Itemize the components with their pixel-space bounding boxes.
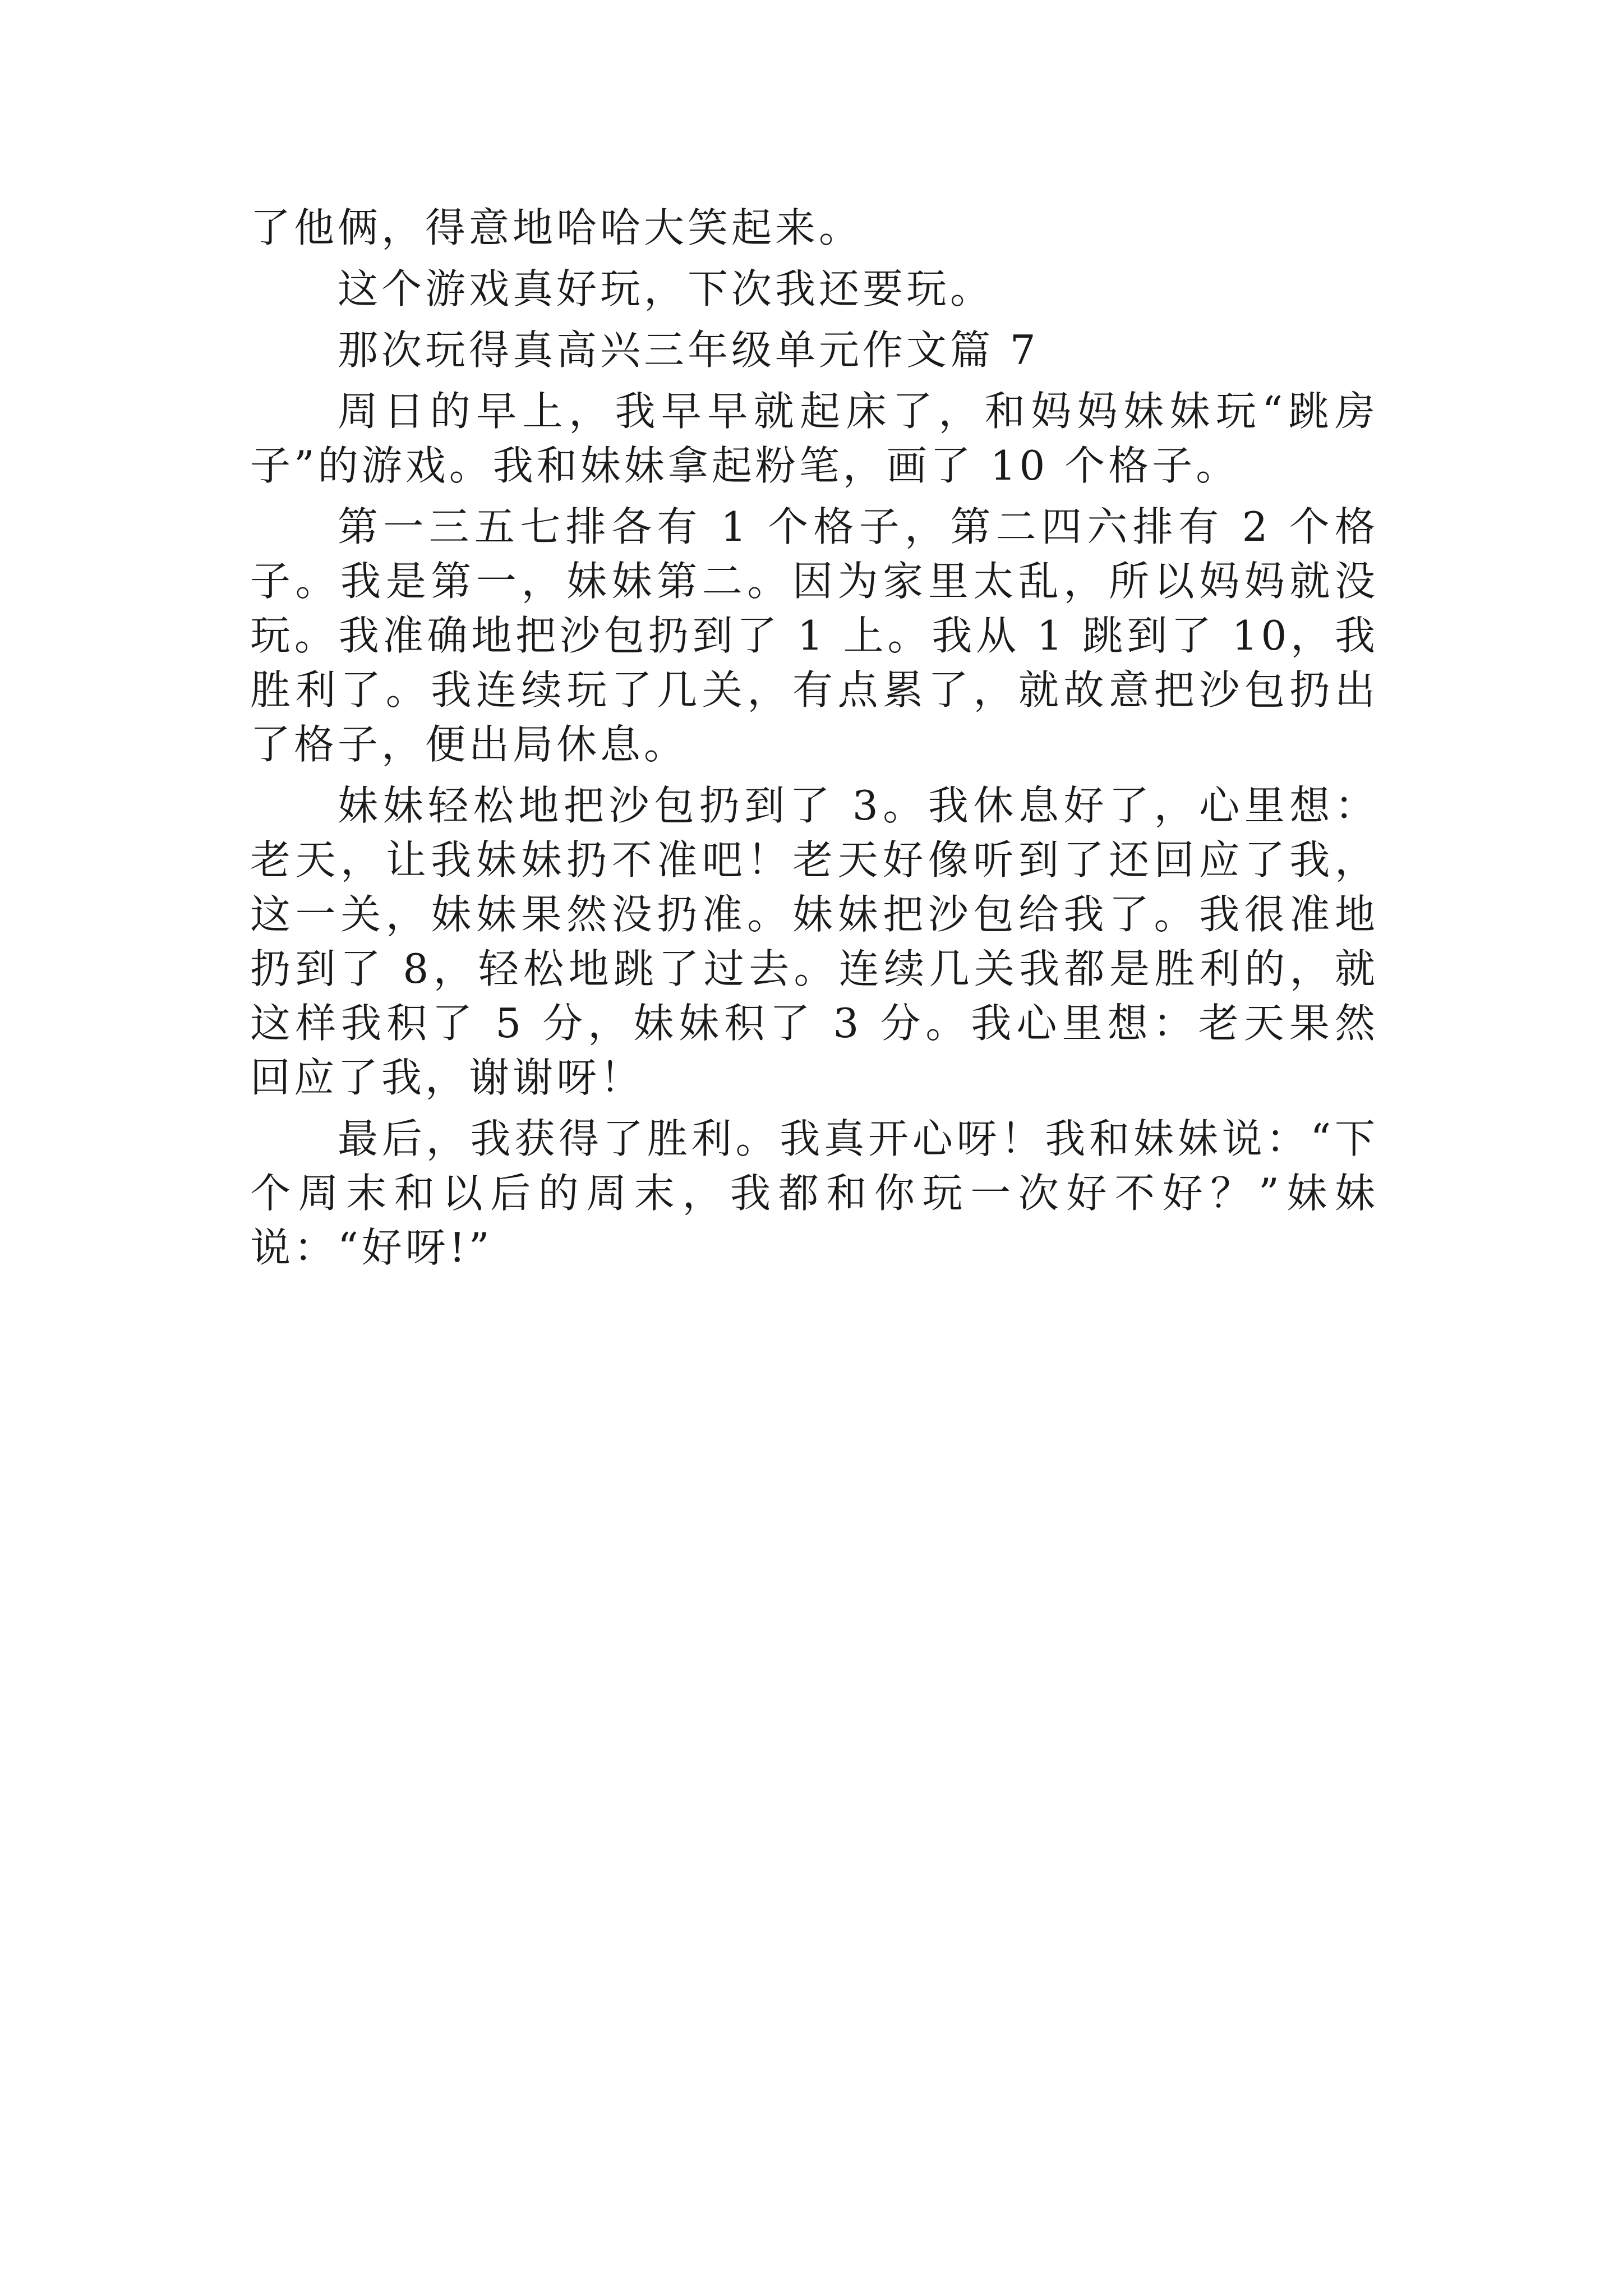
paragraph-closing-remark: 这个游戏真好玩，下次我还要玩。 — [338, 265, 994, 312]
paragraph: 周日的早上，我早早就起床了，和妈妈妹妹玩“跳房子”的游戏。我和妹妹拿起粉笔，画了 10 个格子。 — [250, 388, 1378, 489]
essay-body — [250, 201, 1378, 1282]
paragraph: 第一三五七排各有 1 个格子，第二四六排有 2 个格子。我是第一，妹妹第二。因为家里太乱，所以妈妈就没玩。我准确地把沙包扔到了 1 上。我从 1 跳到了 10，我胜利了。我连续玩了几关，有点累了，就故意把沙包扔出了格子，便出局休息。 — [250, 503, 1378, 768]
paragraph: 最后，我获得了胜利。我真开心呀！我和妹妹说：“下个周末和以后的周末，我都和你玩一次好不好？”妹妹说：“好呀!” — [250, 1115, 1378, 1271]
paragraph: 妹妹轻松地把沙包扔到了 3。我休息好了，心里想：老天，让我妹妹扔不准吧！老天好像听到了还回应了我，这一关，妹妹果然没扔准。妹妹把沙包给我了。我很准地扔到了 8，轻松地跳了过去。连续几关我都是胜利的，就这样我积了 5 分，妹妹积了 3 分。我心里想：老天果然回应了我，谢谢呀！ — [250, 782, 1378, 1101]
paragraph-continued: 了他俩，得意地哈哈大笑起来。 — [250, 204, 863, 251]
essay-title: 那次玩得真高兴三年级单元作文篇 7 — [338, 326, 1039, 374]
